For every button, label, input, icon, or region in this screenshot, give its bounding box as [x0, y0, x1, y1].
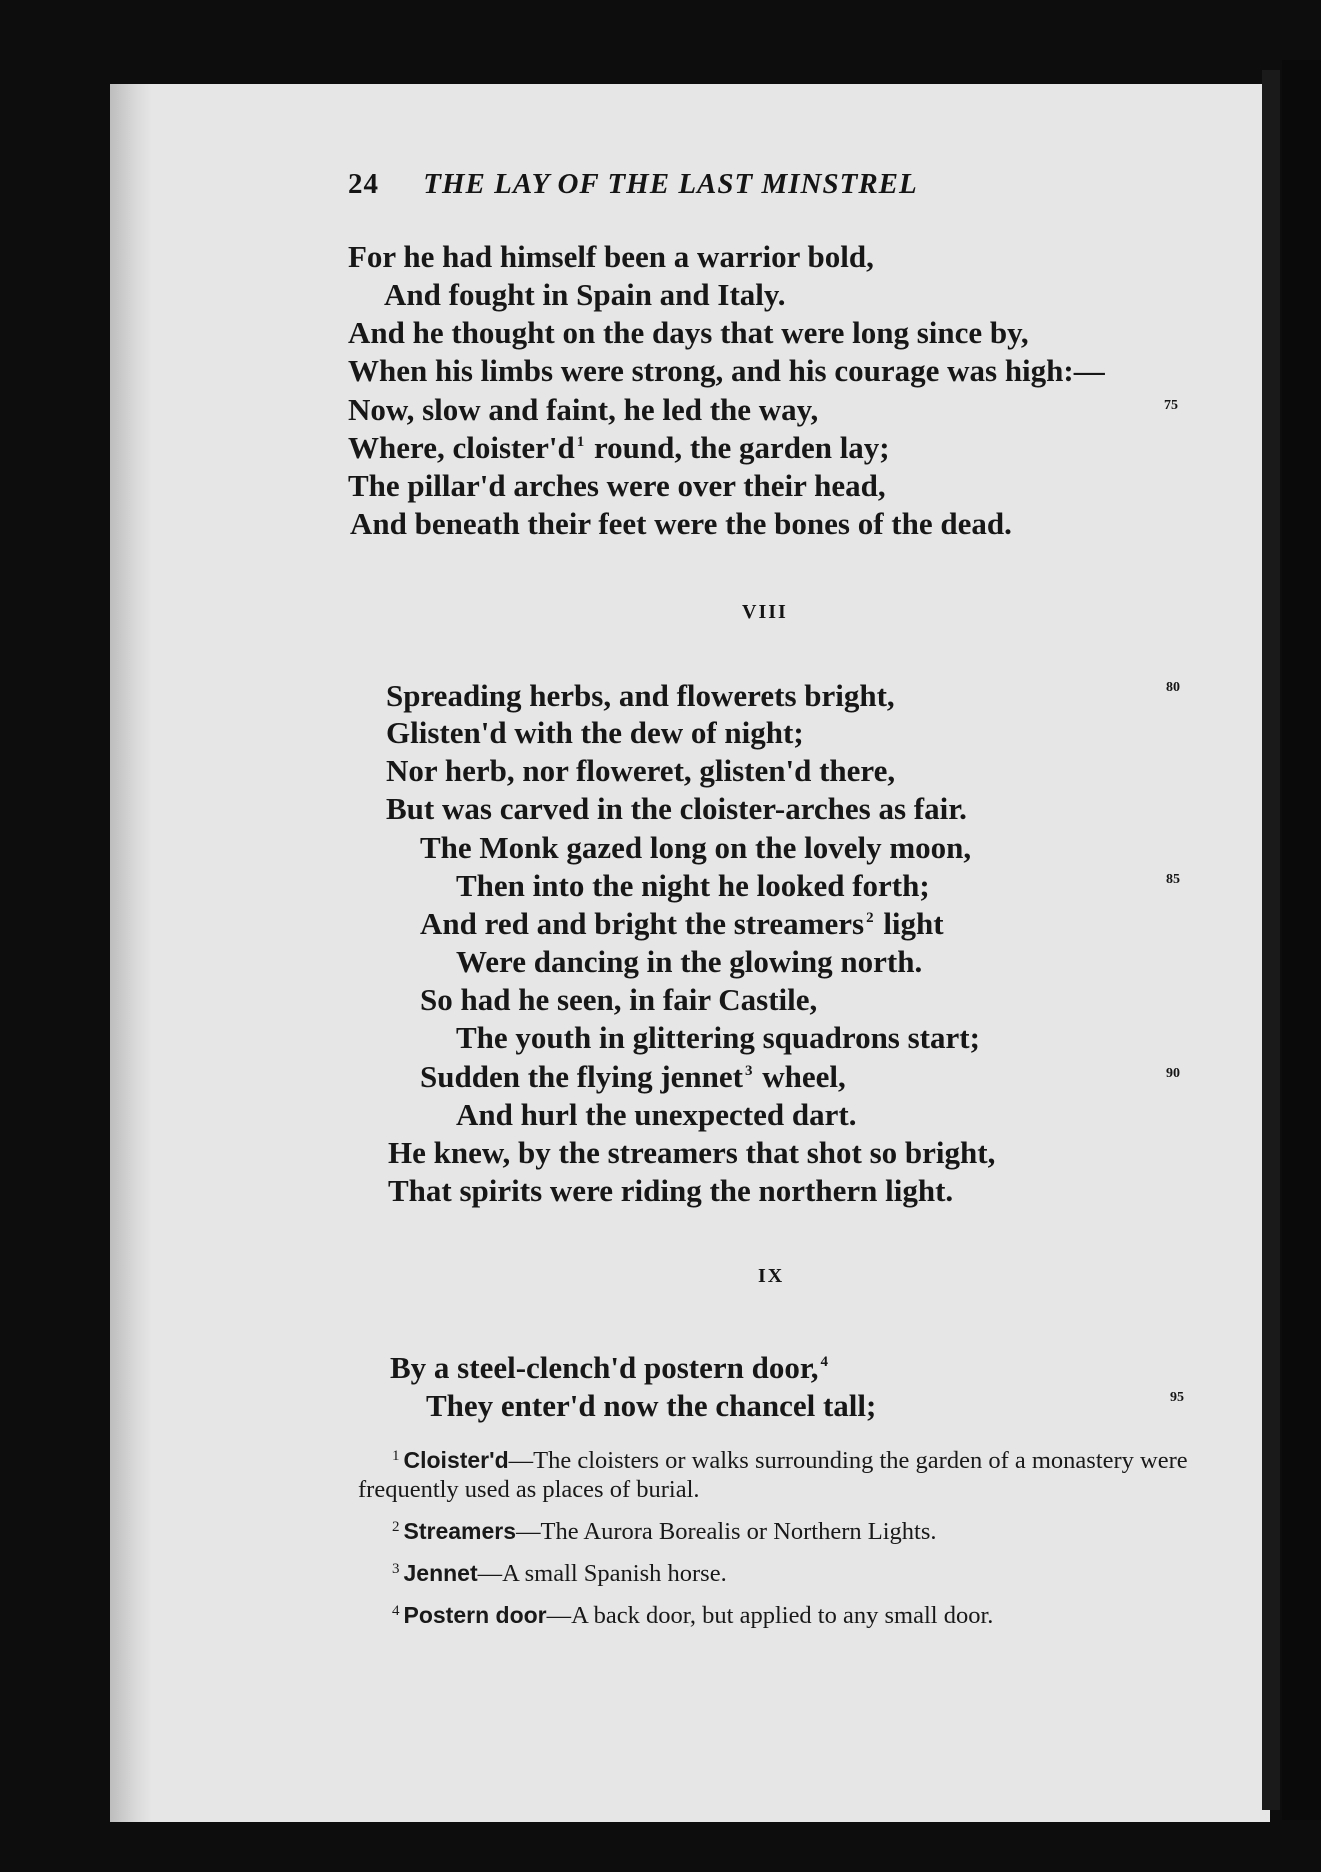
footnote-number: 4 [392, 1603, 400, 1619]
verse-text: Sudden the flying jennet [420, 1059, 743, 1094]
verse-line: Then into the night he looked forth; [456, 868, 930, 903]
verse-line [348, 429, 890, 466]
footnote [358, 1555, 1196, 1588]
running-header [348, 168, 918, 201]
verse-line: Spreading herbs, and flowerets bright, [386, 678, 895, 713]
book-title: THE LAY OF THE LAST MINSTREL [423, 168, 918, 200]
footnote-reference: 4 [820, 1354, 829, 1370]
footnote-text: —A small Spanish horse. [477, 1560, 727, 1587]
verse-line: So had he seen, in fair Castile, [420, 982, 818, 1017]
verse-line [390, 1349, 830, 1386]
line-number: 90 [1166, 1066, 1180, 1081]
page-number: 24 [348, 168, 379, 200]
footnote-text: —The Aurora Borealis or Northern Lights. [516, 1518, 937, 1545]
verse-line: When his limbs were strong, and his courage was high:— [348, 353, 1105, 388]
footnote [358, 1513, 1196, 1546]
verse-text: round, the garden lay; [593, 430, 890, 465]
verse-line: Were dancing in the glowing north. [456, 944, 923, 979]
line-number: 95 [1170, 1390, 1184, 1405]
footnote-text: —The cloisters or walks surrounding the garden of a monastery were frequently used as places of burial. [358, 1447, 1188, 1503]
verse-line: For he had himself been a warrior bold, [348, 239, 874, 274]
verse-line: And beneath their feet were the bones of the dead. [350, 506, 1012, 541]
verse-line: But was carved in the cloister-arches as fair. [386, 791, 967, 826]
line-number: 75 [1164, 398, 1178, 413]
stanza-heading: IX [758, 1265, 785, 1287]
verse-line: And he thought on the days that were long since by, [348, 315, 1029, 350]
verse-line: The pillar'd arches were over their head, [348, 468, 886, 503]
footnote [358, 1442, 1196, 1504]
verse-line [420, 1058, 846, 1095]
footnote-reference: 3 [744, 1063, 753, 1079]
verse-text: light [883, 906, 944, 941]
facing-page-edge [1282, 60, 1321, 1820]
footnote-number: 3 [392, 1561, 400, 1577]
verse-line: And hurl the unexpected dart. [456, 1097, 857, 1132]
footnote-text: —A back door, but applied to any small door. [546, 1602, 994, 1629]
line-number: 80 [1166, 680, 1180, 695]
footnote-reference: 1 [576, 434, 585, 450]
page-binding-shadow [110, 84, 152, 1822]
footnotes-section [358, 1442, 1196, 1639]
verse-line [420, 905, 944, 942]
verse-line: Now, slow and faint, he led the way, [348, 392, 819, 427]
verse-line: The youth in glittering squadrons start; [456, 1020, 980, 1055]
verse-line: And fought in Spain and Italy. [384, 277, 786, 312]
footnote-term: Postern door [403, 1602, 547, 1628]
footnote-reference: 2 [866, 910, 874, 926]
verse-line: That spirits were riding the northern light. [388, 1173, 954, 1208]
verse-text: Where, cloister'd [348, 430, 575, 465]
verse-text: wheel, [762, 1059, 846, 1094]
stanza-heading: VIII [742, 601, 788, 623]
footnote-term: Jennet [403, 1560, 478, 1586]
footnote-number: 1 [392, 1448, 400, 1464]
verse-text: And red and bright the streamers [420, 906, 865, 941]
verse-line: The Monk gazed long on the lovely moon, [420, 830, 972, 865]
verse-line: Glisten'd with the dew of night; [386, 715, 804, 750]
verse-line: They enter'd now the chancel tall; [426, 1388, 877, 1423]
footnote [358, 1597, 1196, 1630]
verse-text: By a steel-clench'd postern door, [390, 1350, 819, 1385]
line-number: 85 [1166, 872, 1180, 887]
footnote-term: Cloister'd [403, 1447, 509, 1473]
footnote-term: Streamers [403, 1518, 517, 1544]
page-edge-shadow [1262, 70, 1280, 1810]
verse-line: He knew, by the streamers that shot so bright, [388, 1135, 996, 1170]
verse-line: Nor herb, nor floweret, glisten'd there, [386, 753, 896, 788]
footnote-number: 2 [392, 1519, 400, 1535]
